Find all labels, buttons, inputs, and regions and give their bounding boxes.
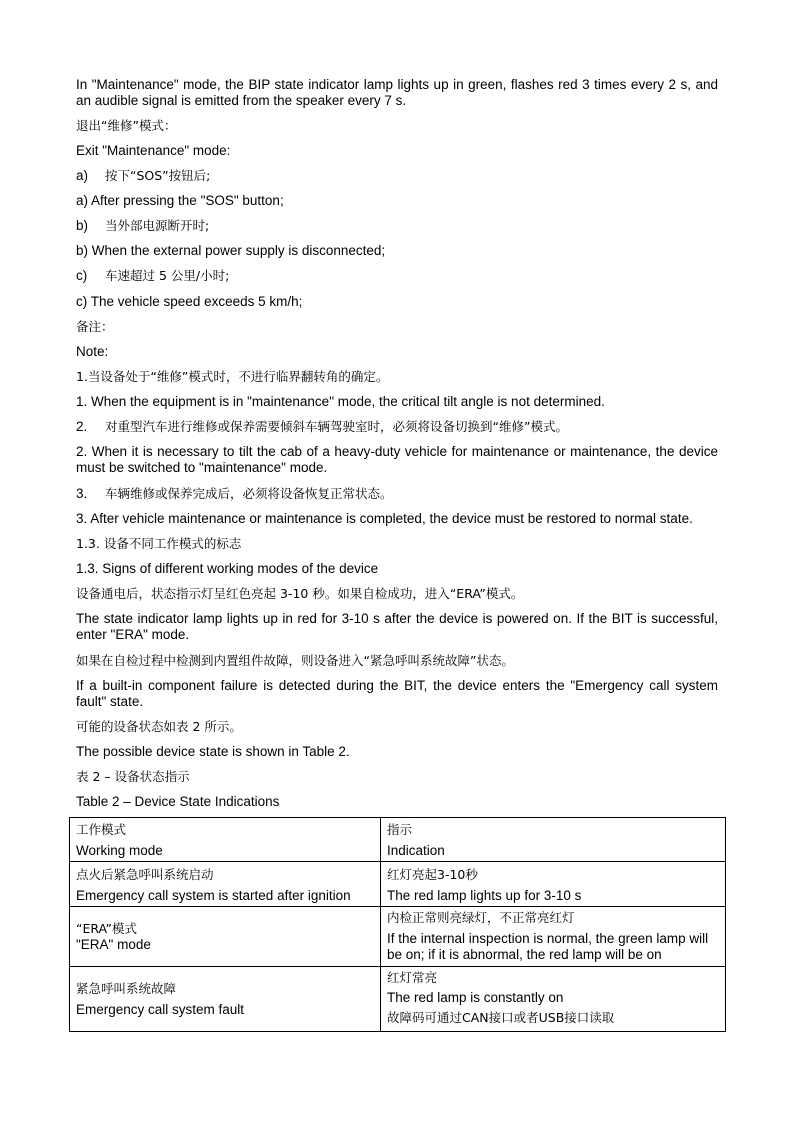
cell-indication-en: The red lamp lights up for 3-10 s [387, 888, 582, 903]
note-2-en: 2. When it is necessary to tilt the cab of a heavy-duty vehicle for maintenance or maintenance, the device must be switched to "maintenance" mode. [76, 444, 718, 475]
cell-mode-zh: 紧急呼叫系统故障 [76, 980, 177, 996]
list-item-c-en: c) The vehicle speed exceeds 5 km/h; [76, 294, 303, 309]
note-2-zh [76, 419, 718, 435]
paragraph-exit-maintenance-en: Exit "Maintenance" mode: [76, 143, 231, 158]
paragraph-bit-failure-zh: 如果在自检过程中检测到内置组件故障，则设备进入“紧急呼叫系统故障”状态。 [76, 653, 514, 668]
section-heading-zh: 1.3. 设备不同工作模式的标志 [76, 536, 242, 551]
table-cell [70, 967, 381, 1032]
paragraph-power-on-zh: 设备通电后，状态指示灯呈红色亮起 3-10 秒。如果自检成功，进入“ERA”模式。 [76, 586, 524, 601]
table-caption-zh: 表 2 – 设备状态指示 [76, 769, 190, 784]
list-item-a-en: a) After pressing the "SOS" button; [76, 193, 284, 208]
cell-mode-en: Emergency call system fault [76, 1001, 245, 1017]
note-3-zh [76, 486, 718, 502]
list-item-b-zh [76, 218, 718, 234]
table-row [70, 907, 726, 967]
cell-indication-zh-note: 故障码可通过CAN接口或者USB接口读取 [387, 1010, 615, 1025]
table-caption-en: Table 2 – Device State Indications [76, 794, 280, 809]
cell-mode-en: "ERA" mode [76, 936, 151, 952]
list-item-a-zh [76, 168, 718, 184]
cell-mode-zh: 点火后紧急呼叫系统启动 [76, 867, 214, 882]
header-working-mode-zh: 工作模式 [76, 822, 127, 837]
paragraph-bit-failure-en: If a built-in component failure is detected during the BIT, the device enters the "Emergency call system fault" state. [76, 678, 718, 709]
paragraph-maintenance-mode: In "Maintenance" mode, the BIP state indicator lamp lights up in green, flashes red 3 times every 2 s, and an audible signal is emitted from the speaker every 7 s. [76, 77, 718, 108]
cell-indication-zh: 红灯常亮 [387, 970, 438, 985]
table-cell [70, 907, 381, 967]
table-header-cell [70, 818, 381, 862]
cell-indication-en: If the internal inspection is normal, the green lamp will be on; if it is abnormal, the red lamp will be on [387, 931, 709, 962]
note-3-en: 3. After vehicle maintenance or maintenance is completed, the device must be restored to normal state. [76, 511, 693, 526]
list-text: 按下“SOS”按钮后; [105, 168, 211, 183]
list-label: 3. [76, 486, 88, 501]
table-row [70, 967, 726, 1032]
device-state-table [69, 817, 726, 1032]
paragraph-exit-maintenance-zh: 退出“维修”模式： [76, 118, 177, 133]
list-item-c-zh [76, 268, 718, 284]
section-heading-en: 1.3. Signs of different working modes of the device [76, 561, 379, 576]
table-cell [381, 862, 726, 907]
list-item-b-en: b) When the external power supply is disconnected; [76, 243, 386, 258]
list-label: c) [76, 268, 88, 283]
list-text: 车速超过 5 公里/小时; [105, 268, 230, 283]
cell-mode-zh: “ERA”模式 [76, 920, 138, 936]
paragraph-table-ref-zh: 可能的设备状态如表 2 所示。 [76, 719, 242, 734]
paragraph-table-ref-en: The possible device state is shown in Table 2. [76, 744, 350, 759]
list-text: 对重型汽车进行维修或保养需要倾斜车辆驾驶室时，必须将设备切换到“维修”模式。 [105, 419, 568, 434]
list-label: a) [76, 168, 89, 183]
list-text: 车辆维修或保养完成后，必须将设备恢复正常状态。 [105, 486, 393, 501]
cell-indication-en: The red lamp is constantly on [387, 990, 564, 1005]
cell-mode-en: Emergency call system is started after ignition [76, 888, 351, 903]
cell-indication-zh: 红灯亮起3-10秒 [387, 867, 478, 882]
header-indication-zh: 指示 [387, 822, 413, 837]
paragraph-power-on-en: The state indicator lamp lights up in red for 3-10 s after the device is powered on. If the BIT is successful, enter "ERA" mode. [76, 611, 718, 642]
table-cell [381, 967, 726, 1032]
header-working-mode-en: Working mode [76, 843, 163, 858]
table-header-row [70, 818, 726, 862]
list-label: 2. [76, 419, 88, 434]
note-1-zh: 1.当设备处于“维修”模式时，不进行临界翻转角的确定。 [76, 369, 389, 384]
header-indication-en: Indication [387, 843, 445, 858]
note-heading-zh: 备注： [76, 319, 114, 334]
list-label: b) [76, 218, 89, 233]
table-cell [381, 907, 726, 967]
note-1-en: 1. When the equipment is in "maintenance" mode, the critical tilt angle is not determined. [76, 394, 605, 409]
table-cell [70, 862, 381, 907]
note-heading-en: Note: [76, 344, 109, 359]
table-row [70, 862, 726, 907]
cell-indication-zh: 内检正常则亮绿灯，不正常亮红灯 [387, 910, 575, 925]
table-header-cell [381, 818, 726, 862]
list-text: 当外部电源断开时; [105, 218, 210, 233]
